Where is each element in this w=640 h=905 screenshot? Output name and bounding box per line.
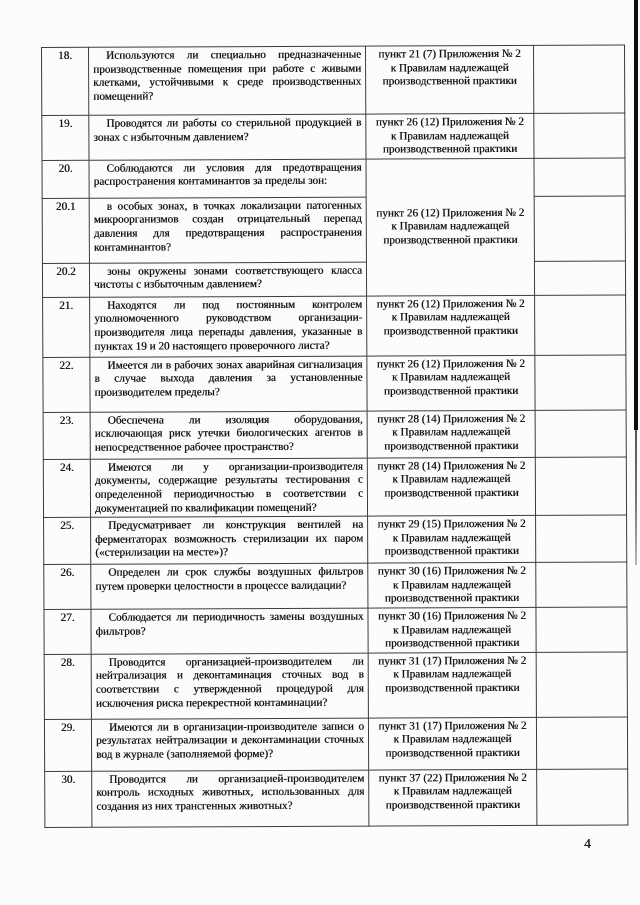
answer-cell bbox=[534, 261, 625, 295]
question-cell: Проводятся ли работы со стерильной продукцией в зонах с избыточным давлением? bbox=[89, 114, 366, 160]
table-row bbox=[42, 196, 625, 264]
reference-cell: пункт 37 (22) Приложения № 2 к Правилам надлежащей производственной практики bbox=[369, 769, 537, 826]
reference-cell: пункт 28 (14) Приложения № 2 к Правилам надлежащей производственной практики bbox=[367, 410, 535, 458]
question-cell: зоны окружены зонами соответствующего класса чистоты с избыточным давлением? bbox=[89, 262, 366, 297]
table-row bbox=[43, 355, 626, 413]
reference-cell: пункт 30 (16) Приложения № 2 к Правилам надлежащей производственной практики bbox=[368, 607, 536, 653]
table-row bbox=[42, 261, 625, 298]
question-cell: Находятся ли под постоянным контролем уполномоченного руководством организации-производителя лица перепады давления, указанные в пунктах 19 и 20 настоящего проверочного листа? bbox=[90, 296, 367, 357]
question-cell: Имеются ли в организации-производителе записи о результатах нейтрализации и деконтаминации сточных вод в журнале (заполняемой форме)? bbox=[91, 718, 368, 771]
answer-cell bbox=[535, 295, 626, 355]
question-cell: Проводится организацией-производителем ли нейтрализация и деконтаминация сточных вод в соответствии с утвержденной процедурой для исключения риска перекрестной контаминации? bbox=[91, 653, 368, 719]
question-cell: Обеспечена ли изоляция оборудования, исключающая риск утечки биологических агентов в непосредственное рабочее пространство? bbox=[90, 411, 367, 459]
reference-cell: пункт 26 (12) Приложения № 2 к Правилам надлежащей производственной практики bbox=[366, 158, 535, 296]
row-number-cell: 23. bbox=[43, 412, 90, 459]
question-cell: Проводится ли организацией-производителем контроль исходных животных, использованных для создания из них трансгенных животных? bbox=[92, 770, 369, 827]
question-cell: Предусматривает ли конструкция вентилей на ферментаторах возможность стерилизации их паром («стерилизации на месте»)? bbox=[91, 516, 368, 564]
reference-cell: пункт 29 (15) Приложения № 2 к Правилам надлежащей производственной практики bbox=[368, 516, 536, 564]
row-number-cell: 30. bbox=[45, 771, 92, 827]
scan-edge-artifact bbox=[634, 0, 638, 430]
question-cell: Используются ли специально предназначенные производственные помещения при работе с живыми клетками, устойчивыми к среде производственных помещений? bbox=[89, 46, 366, 115]
table-row bbox=[43, 410, 626, 460]
question-cell: Соблюдаются ли условия для предотвращения распространения контаминантов за пределы зон: bbox=[89, 159, 366, 198]
row-number-cell: 21. bbox=[43, 297, 90, 357]
answer-cell bbox=[535, 355, 626, 410]
reference-cell: пункт 26 (12) Приложения № 2 к Правилам надлежащей производственной практики bbox=[366, 113, 534, 159]
reference-cell: пункт 21 (7) Приложения № 2 к Правилам надлежащей производственной практики bbox=[365, 45, 533, 114]
answer-cell bbox=[536, 717, 627, 769]
scan-edge-artifact-fade bbox=[635, 430, 637, 565]
reference-cell: пункт 31 (17) Приложения № 2 к Правилам надлежащей производственной практики bbox=[368, 717, 536, 770]
reference-cell: пункт 28 (14) Приложения № 2 к Правилам надлежащей производственной практики bbox=[367, 457, 535, 516]
answer-cell bbox=[536, 515, 627, 562]
row-number-cell: 22. bbox=[43, 357, 90, 412]
reference-cell: пункт 30 (16) Приложения № 2 к Правилам надлежащей производственной практики bbox=[368, 563, 536, 609]
row-number-cell: 26. bbox=[44, 564, 91, 609]
reference-cell: пункт 31 (17) Приложения № 2 к Правилам надлежащей производственной практики bbox=[368, 652, 536, 718]
row-number-cell: 25. bbox=[44, 517, 91, 564]
table-row bbox=[44, 607, 627, 654]
answer-cell bbox=[537, 769, 628, 825]
row-number-cell: 24. bbox=[43, 459, 90, 518]
table-row bbox=[42, 158, 625, 199]
table-row bbox=[42, 113, 625, 160]
table-row bbox=[42, 45, 625, 116]
reference-cell: пункт 26 (12) Приложения № 2 к Правилам надлежащей производственной практики bbox=[367, 355, 535, 411]
row-number-cell: 20.1 bbox=[42, 198, 89, 263]
answer-cell bbox=[534, 196, 625, 261]
table-row bbox=[44, 652, 627, 720]
table-row bbox=[43, 457, 626, 518]
question-cell: Определен ли срок службы воздушных фильтров путем проверки целостности в процессе валидации? bbox=[91, 563, 368, 609]
checklist-table-wrap bbox=[41, 44, 627, 827]
answer-cell bbox=[534, 113, 625, 158]
row-number-cell: 20.2 bbox=[42, 263, 89, 297]
table-row bbox=[44, 717, 627, 772]
table-row bbox=[44, 562, 627, 609]
answer-cell bbox=[534, 158, 625, 196]
question-cell: Соблюдается ли периодичность замены воздушных фильтров? bbox=[91, 608, 368, 654]
row-number-cell: 18. bbox=[42, 47, 89, 115]
answer-cell bbox=[536, 652, 627, 717]
row-number-cell: 29. bbox=[44, 719, 91, 771]
question-cell: в особых зонах, в точках локализации патогенных микроорганизмов создан отрицательный перепад давления для предотвращения распространения контаминантов? bbox=[89, 197, 366, 263]
answer-cell bbox=[535, 457, 626, 516]
checklist-table bbox=[41, 44, 628, 827]
table-row bbox=[44, 515, 627, 565]
row-number-cell: 27. bbox=[44, 609, 91, 654]
answer-cell bbox=[536, 562, 627, 607]
row-number-cell: 19. bbox=[42, 115, 89, 160]
answer-cell bbox=[535, 410, 626, 457]
question-cell: Имеются ли у организации-производителя документы, содержащие результаты тестирования с определенной периодичностью в соответствии с документацией по квалификации помещений? bbox=[90, 458, 367, 518]
page-number: 4 bbox=[584, 836, 591, 851]
answer-cell bbox=[536, 607, 627, 652]
row-number-cell: 20. bbox=[42, 160, 89, 198]
answer-cell bbox=[533, 45, 624, 113]
question-cell: Имеется ли в рабочих зонах аварийная сигнализация в случае выхода давления за установленные производителем пределы? bbox=[90, 356, 367, 412]
row-number-cell: 28. bbox=[44, 654, 91, 719]
table-row bbox=[45, 769, 628, 828]
reference-cell: пункт 26 (12) Приложения № 2 к Правилам надлежащей производственной практики bbox=[367, 295, 535, 356]
table-row bbox=[43, 295, 626, 358]
checklist-table-body bbox=[42, 45, 628, 827]
